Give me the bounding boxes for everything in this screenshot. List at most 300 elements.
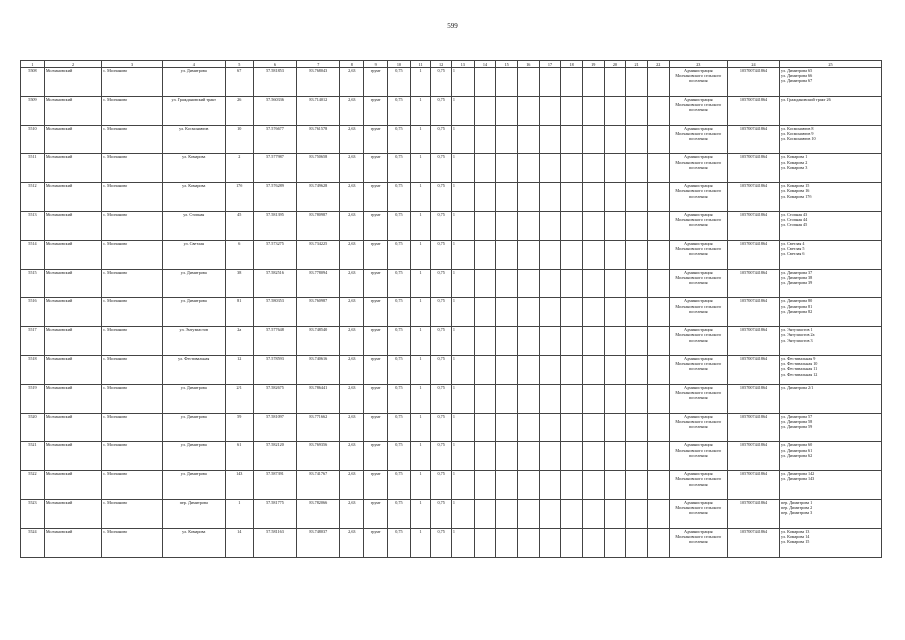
empty-cell <box>647 528 669 557</box>
volume-cell: 0,75 <box>388 68 411 97</box>
longitude-cell: 83.768043 <box>297 68 340 97</box>
empty-cell <box>474 327 496 356</box>
column-header: 9 <box>364 61 388 68</box>
empty-cell <box>496 96 518 125</box>
area-cell: 2,63 <box>340 528 364 557</box>
volume2-cell: 0,75 <box>431 384 452 413</box>
longitude-cell: 83.780987 <box>297 211 340 240</box>
count-cell: 1 <box>410 125 431 154</box>
area-cell: 2,63 <box>340 298 364 327</box>
count-cell: 1 <box>410 499 431 528</box>
empty-cell <box>647 327 669 356</box>
owner-cell: Администрация Молчановского сельского поселения <box>669 125 727 154</box>
empty-cell <box>496 154 518 183</box>
owner-cell: Администрация Молчановского сельского поселения <box>669 298 727 327</box>
surface-cell: грунт <box>364 154 388 183</box>
empty-cell <box>626 96 648 125</box>
column-header: 19 <box>582 61 604 68</box>
street-cell: ул. Фестивальная <box>162 355 225 384</box>
row-number: 5509 <box>21 96 45 125</box>
locality-cell: с. Молчаново <box>102 68 163 97</box>
locality-cell: с. Молчаново <box>102 442 163 471</box>
table-row <box>21 499 882 528</box>
empty-cell <box>561 269 583 298</box>
street-cell: ул. Димитрова <box>162 442 225 471</box>
longitude-cell: 83.778094 <box>297 269 340 298</box>
street-cell: ул. Стопная <box>162 211 225 240</box>
surface-cell: грунт <box>364 442 388 471</box>
empty-cell <box>474 269 496 298</box>
locality-cell: с. Молчаново <box>102 125 163 154</box>
empty-cell <box>647 96 669 125</box>
empty-cell <box>626 471 648 500</box>
empty-cell <box>647 211 669 240</box>
address-line: ул. Стопная 45 <box>781 222 808 228</box>
owner-cell: Администрация Молчановского сельского поселения <box>669 442 727 471</box>
empty-cell <box>517 125 539 154</box>
empty-cell <box>474 442 496 471</box>
empty-cell <box>582 96 604 125</box>
column-header: 20 <box>604 61 626 68</box>
empty-cell <box>647 269 669 298</box>
street-cell: ул. Димитрова <box>162 269 225 298</box>
empty-cell <box>647 384 669 413</box>
empty-cell <box>561 68 583 97</box>
address-line: ул. Комарова 14 <box>781 533 810 539</box>
empty-cell <box>539 471 561 500</box>
address-line: пер. Димитрова 1 <box>781 499 813 505</box>
locality-cell: с. Молчаново <box>102 528 163 557</box>
street-cell: ул. Димитрова <box>162 298 225 327</box>
count-cell: 1 <box>410 528 431 557</box>
address-line: ул. Димитрова 58 <box>781 418 813 424</box>
empty-cell <box>604 183 626 212</box>
empty-cell <box>626 442 648 471</box>
latitude-cell: 57.576677 <box>253 125 296 154</box>
empty-cell <box>517 528 539 557</box>
surface-cell: грунт <box>364 269 388 298</box>
address-line: ул. Димитрова 142 <box>781 471 815 477</box>
longitude-cell: 83.741767 <box>297 471 340 500</box>
addresses-cell <box>780 240 882 269</box>
surface-cell: грунт <box>364 528 388 557</box>
empty-cell <box>647 499 669 528</box>
empty-cell <box>496 499 518 528</box>
table-row <box>21 125 882 154</box>
volume2-cell: 0,75 <box>431 183 452 212</box>
empty-cell <box>517 442 539 471</box>
address-line: ул. Димитрова 62 <box>781 452 813 458</box>
empty-cell <box>626 211 648 240</box>
count-cell: 1 <box>410 355 431 384</box>
empty-cell <box>496 240 518 269</box>
owner-cell: Администрация Молчановского сельского поселения <box>669 384 727 413</box>
district-cell: Молчановский <box>44 68 101 97</box>
row-number: 5513 <box>21 211 45 240</box>
surface-cell: грунт <box>364 183 388 212</box>
area-cell: 2,63 <box>340 68 364 97</box>
address-line: ул. Светлая 6 <box>781 251 805 257</box>
address-line: ул. Комарова 13 <box>781 528 810 534</box>
street-cell: ул. Димитрова <box>162 384 225 413</box>
volume-cell: 0,75 <box>388 183 411 212</box>
empty-cell <box>582 413 604 442</box>
empty-cell <box>496 442 518 471</box>
volume-cell: 0,75 <box>388 355 411 384</box>
address-line: ул. Димитрова 39 <box>781 279 813 285</box>
table-body <box>21 68 882 558</box>
district-cell: Молчановский <box>44 298 101 327</box>
empty-cell <box>539 413 561 442</box>
house-cell: 6 <box>225 240 253 269</box>
table-row <box>21 471 882 500</box>
addresses-cell <box>780 183 882 212</box>
house-cell: 10 <box>225 125 253 154</box>
ogrn-cell: 1057007441864 <box>728 442 780 471</box>
row-number: 5510 <box>21 125 45 154</box>
longitude-cell: 83.734225 <box>297 240 340 269</box>
empty-cell <box>626 298 648 327</box>
empty-cell <box>561 298 583 327</box>
count2-cell: 1 <box>451 327 474 356</box>
column-header: 7 <box>297 61 340 68</box>
volume-cell: 0,75 <box>388 528 411 557</box>
empty-cell <box>626 154 648 183</box>
column-header: 2 <box>44 61 101 68</box>
empty-cell <box>561 96 583 125</box>
volume2-cell: 0,75 <box>431 442 452 471</box>
count2-cell: 1 <box>451 442 474 471</box>
longitude-cell: 83.748037 <box>297 528 340 557</box>
empty-cell <box>604 68 626 97</box>
empty-cell <box>561 355 583 384</box>
latitude-cell: 57.573275 <box>253 240 296 269</box>
column-header: 6 <box>253 61 296 68</box>
volume2-cell: 0,75 <box>431 154 452 183</box>
empty-cell <box>647 154 669 183</box>
surface-cell: грунт <box>364 298 388 327</box>
address-line: ул. Комарова 16 <box>781 188 810 194</box>
count-cell: 1 <box>410 211 431 240</box>
empty-cell <box>561 528 583 557</box>
empty-cell <box>517 269 539 298</box>
row-number: 5524 <box>21 528 45 557</box>
surface-cell: грунт <box>364 327 388 356</box>
empty-cell <box>626 68 648 97</box>
ogrn-cell: 1057007441864 <box>728 269 780 298</box>
empty-cell <box>647 471 669 500</box>
latitude-cell: 57.578593 <box>253 355 296 384</box>
column-number-header <box>21 61 882 68</box>
empty-cell <box>474 413 496 442</box>
ogrn-cell: 1057007441864 <box>728 355 780 384</box>
surface-cell: грунт <box>364 240 388 269</box>
house-cell: 2/1 <box>225 384 253 413</box>
longitude-cell: 83.771662 <box>297 413 340 442</box>
registry-table <box>20 60 882 558</box>
street-cell: ул. Светлая <box>162 240 225 269</box>
address-line: ул. Комарова 3 <box>781 164 808 170</box>
volume-cell: 0,75 <box>388 413 411 442</box>
locality-cell: с. Молчаново <box>102 327 163 356</box>
empty-cell <box>604 211 626 240</box>
address-line: ул. Стопная 44 <box>781 217 808 223</box>
latitude-cell: 57.587391 <box>253 471 296 500</box>
row-number: 5515 <box>21 269 45 298</box>
column-header: 1 <box>21 61 45 68</box>
volume-cell: 0,75 <box>388 154 411 183</box>
empty-cell <box>539 355 561 384</box>
empty-cell <box>496 528 518 557</box>
address-line: ул. Комарова 1 <box>781 154 808 160</box>
address-line: ул. Фестивальная 11 <box>781 366 818 372</box>
empty-cell <box>539 240 561 269</box>
empty-cell <box>604 125 626 154</box>
latitude-cell: 57.576289 <box>253 183 296 212</box>
area-cell: 2,63 <box>340 499 364 528</box>
surface-cell: грунт <box>364 355 388 384</box>
address-line: ул. Комарова 15 <box>781 539 810 545</box>
house-cell: 81 <box>225 298 253 327</box>
district-cell: Молчановский <box>44 211 101 240</box>
addresses-cell <box>780 269 882 298</box>
count2-cell: 1 <box>451 355 474 384</box>
empty-cell <box>604 499 626 528</box>
ogrn-cell: 1057007441864 <box>728 240 780 269</box>
address-line: ул. Фестивальная 12 <box>781 371 818 377</box>
empty-cell <box>604 96 626 125</box>
empty-cell <box>539 384 561 413</box>
address-line: ул. Димитрова 143 <box>781 476 815 482</box>
count2-cell: 1 <box>451 384 474 413</box>
table-row <box>21 298 882 327</box>
latitude-cell: 57.560336 <box>253 96 296 125</box>
empty-cell <box>604 471 626 500</box>
empty-cell <box>626 125 648 154</box>
ogrn-cell: 1057007441864 <box>728 96 780 125</box>
empty-cell <box>626 413 648 442</box>
row-number: 5508 <box>21 68 45 97</box>
empty-cell <box>496 384 518 413</box>
empty-cell <box>604 413 626 442</box>
empty-cell <box>626 499 648 528</box>
address-line: ул. Светлая 4 <box>781 240 805 246</box>
owner-cell: Администрация Молчановского сельского поселения <box>669 471 727 500</box>
district-cell: Молчановский <box>44 471 101 500</box>
empty-cell <box>539 327 561 356</box>
empty-cell <box>517 96 539 125</box>
address-line: ул. Фестивальная 10 <box>781 361 818 367</box>
address-line: ул. Димитрова 66 <box>781 73 813 79</box>
house-cell: 26 <box>225 96 253 125</box>
ogrn-cell: 1057007441864 <box>728 499 780 528</box>
empty-cell <box>604 384 626 413</box>
count2-cell: 1 <box>451 499 474 528</box>
street-cell: ул. Энтузиастов <box>162 327 225 356</box>
count2-cell: 1 <box>451 269 474 298</box>
area-cell: 2,63 <box>340 327 364 356</box>
locality-cell: с. Молчаново <box>102 413 163 442</box>
house-cell: 61 <box>225 442 253 471</box>
ogrn-cell: 1057007441864 <box>728 125 780 154</box>
empty-cell <box>496 269 518 298</box>
column-header: 21 <box>626 61 648 68</box>
row-number: 5522 <box>21 471 45 500</box>
house-cell: 143 <box>225 471 253 500</box>
address-line: ул. Энтузиастов 2а <box>781 332 815 338</box>
empty-cell <box>647 183 669 212</box>
addresses-cell <box>780 68 882 97</box>
count-cell: 1 <box>410 413 431 442</box>
empty-cell <box>539 298 561 327</box>
count2-cell: 1 <box>451 413 474 442</box>
count-cell: 1 <box>410 240 431 269</box>
addresses-cell <box>780 96 882 125</box>
empty-cell <box>474 298 496 327</box>
row-number: 5518 <box>21 355 45 384</box>
empty-cell <box>539 96 561 125</box>
empty-cell <box>604 355 626 384</box>
locality-cell: с. Молчаново <box>102 240 163 269</box>
empty-cell <box>474 154 496 183</box>
surface-cell: грунт <box>364 96 388 125</box>
empty-cell <box>604 298 626 327</box>
volume-cell: 0,75 <box>388 442 411 471</box>
volume-cell: 0,75 <box>388 96 411 125</box>
latitude-cell: 57.581097 <box>253 413 296 442</box>
table-row <box>21 355 882 384</box>
count-cell: 1 <box>410 298 431 327</box>
address-line: ул. Светлая 5 <box>781 245 805 251</box>
table-row <box>21 413 882 442</box>
row-number: 5519 <box>21 384 45 413</box>
address-line: ул. Димитрова 59 <box>781 423 813 429</box>
empty-cell <box>517 355 539 384</box>
ogrn-cell: 1057007441864 <box>728 528 780 557</box>
empty-cell <box>561 211 583 240</box>
surface-cell: грунт <box>364 125 388 154</box>
row-number: 5516 <box>21 298 45 327</box>
count-cell: 1 <box>410 154 431 183</box>
street-cell: пер. Димитрова <box>162 499 225 528</box>
count-cell: 1 <box>410 442 431 471</box>
empty-cell <box>517 211 539 240</box>
empty-cell <box>582 384 604 413</box>
addresses-cell <box>780 125 882 154</box>
empty-cell <box>582 154 604 183</box>
table-row <box>21 240 882 269</box>
address-line: пер. Димитрова 2 <box>781 505 813 511</box>
column-header: 11 <box>410 61 431 68</box>
surface-cell: грунт <box>364 471 388 500</box>
address-line: ул. Космонавтов 10 <box>781 136 816 141</box>
empty-cell <box>474 211 496 240</box>
column-header: 10 <box>388 61 411 68</box>
column-header: 15 <box>496 61 518 68</box>
addresses-cell <box>780 528 882 557</box>
address-line: ул. Димитрова 82 <box>781 308 813 314</box>
address-line: ул. Комарова 15 <box>781 183 810 189</box>
latitude-cell: 57.581853 <box>253 68 296 97</box>
street-cell: ул. Димитрова <box>162 471 225 500</box>
volume2-cell: 0,75 <box>431 355 452 384</box>
volume-cell: 0,75 <box>388 269 411 298</box>
empty-cell <box>496 211 518 240</box>
longitude-cell: 83.749628 <box>297 183 340 212</box>
empty-cell <box>582 355 604 384</box>
locality-cell: с. Молчаново <box>102 183 163 212</box>
table-row <box>21 68 882 97</box>
latitude-cell: 57.581395 <box>253 211 296 240</box>
empty-cell <box>647 298 669 327</box>
empty-cell <box>539 68 561 97</box>
address-line: ул. Димитрова 65 <box>781 68 813 73</box>
volume2-cell: 0,75 <box>431 471 452 500</box>
empty-cell <box>561 499 583 528</box>
volume-cell: 0,75 <box>388 384 411 413</box>
district-cell: Молчановский <box>44 413 101 442</box>
column-header: 17 <box>539 61 561 68</box>
volume2-cell: 0,75 <box>431 269 452 298</box>
house-cell: 45 <box>225 211 253 240</box>
longitude-cell: 83.786441 <box>297 384 340 413</box>
empty-cell <box>474 240 496 269</box>
street-cell: ул. Комарова <box>162 528 225 557</box>
row-number: 5523 <box>21 499 45 528</box>
address-line: ул. Стопная 43 <box>781 211 808 217</box>
volume2-cell: 0,75 <box>431 240 452 269</box>
empty-cell <box>582 269 604 298</box>
area-cell: 2,63 <box>340 96 364 125</box>
addresses-cell <box>780 384 882 413</box>
volume2-cell: 0,75 <box>431 125 452 154</box>
addresses-cell <box>780 355 882 384</box>
address-line: ул. Энтузиастов 3 <box>781 337 813 343</box>
house-cell: 12 <box>225 355 253 384</box>
locality-cell: с. Молчаново <box>102 269 163 298</box>
empty-cell <box>561 384 583 413</box>
latitude-cell: 57.581775 <box>253 499 296 528</box>
area-cell: 2,63 <box>340 442 364 471</box>
table-row <box>21 442 882 471</box>
empty-cell <box>474 471 496 500</box>
row-number: 5517 <box>21 327 45 356</box>
empty-cell <box>626 355 648 384</box>
empty-cell <box>561 471 583 500</box>
locality-cell: с. Молчаново <box>102 384 163 413</box>
street-cell: ул. Граждановский тракт <box>162 96 225 125</box>
area-cell: 2,63 <box>340 125 364 154</box>
count-cell: 1 <box>410 384 431 413</box>
latitude-cell: 57.577987 <box>253 154 296 183</box>
house-cell: 59 <box>225 413 253 442</box>
empty-cell <box>626 384 648 413</box>
count2-cell: 1 <box>451 68 474 97</box>
empty-cell <box>517 154 539 183</box>
count2-cell: 1 <box>451 298 474 327</box>
owner-cell: Администрация Молчановского сельского поселения <box>669 154 727 183</box>
district-cell: Молчановский <box>44 528 101 557</box>
address-line: ул. Космонавтов 9 <box>781 130 814 136</box>
latitude-cell: 57.577648 <box>253 327 296 356</box>
empty-cell <box>561 154 583 183</box>
district-cell: Молчановский <box>44 125 101 154</box>
street-cell: ул. Димитрова <box>162 413 225 442</box>
row-number: 5514 <box>21 240 45 269</box>
empty-cell <box>582 528 604 557</box>
page-number: 599 <box>447 22 458 30</box>
empty-cell <box>626 240 648 269</box>
